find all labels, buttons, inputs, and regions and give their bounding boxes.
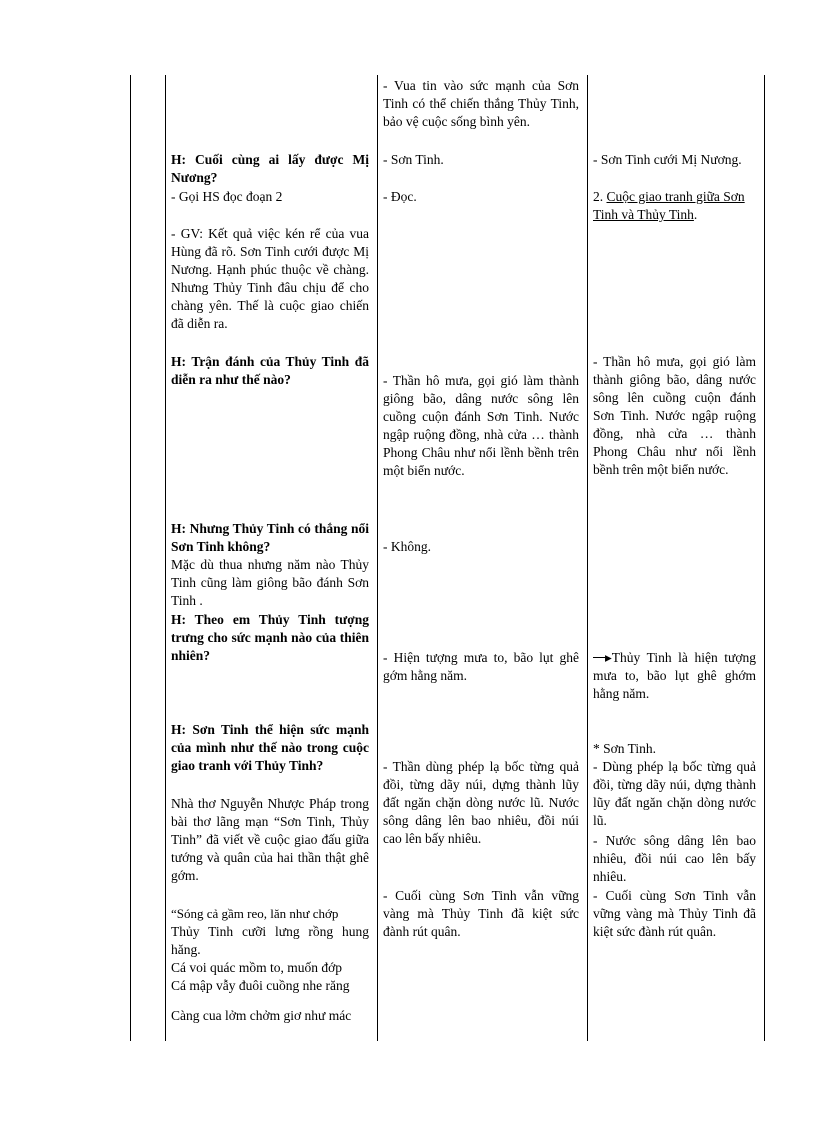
student-answer-king: - Vua tin vào sức mạnh của Sơn Tinh có thể chiến thắng Thủy Tinh, bảo vệ cuộc sống bình yên. [383, 78, 579, 129]
content-outcome: - Cuối cùng Sơn Tinh vẫn vững vàng mà Thủy Tinh đã kiệt sức đành rút quân. [593, 888, 756, 939]
content-marriage: - Sơn Tinh cưới Mị Nương. [593, 152, 742, 167]
content-symbol-text: Thủy Tinh là hiện tượng mưa to, bão lụt ghê ghớm hằng năm. [593, 650, 756, 701]
student-answer-battle: - Thần hô mưa, gọi gió làm thành giông bão, dâng nước sông lên cuồng cuộn đánh Sơn Tinh. Nước ngập ruộng đồng, nhà cửa … thành Phong Châu như nổi lềnh bềnh trên một biển nước. [383, 373, 579, 478]
table-border-col1 [377, 75, 378, 1041]
section-number: 2. [593, 189, 604, 204]
student-answer-outcome: - Cuối cùng Sơn Tinh vẫn vững vàng mà Thủy Tinh đã kiệt sức đành rút quân. [383, 888, 579, 939]
content-battle: - Thần hô mưa, gọi gió làm thành giông bão, dâng nước sông lên cuồng cuộn đánh Sơn Tinh. Nước ngập ruộng đồng, nhà cửa … thành Phong Châu như nổi lềnh bềnh trên một biển nước. [593, 354, 756, 477]
teacher-poem-intro: Nhà thơ Nguyễn Nhược Pháp trong bài thơ lãng mạn “Sơn Tinh, Thủy Tinh” đã viết về cuộc giao đấu giữa tướng và quân của hai thần thật ghê gớm. [171, 796, 369, 883]
content-son-tinh-power: - Dùng phép lạ bốc từng quả đồi, từng dãy núi, dựng thành lũy đất ngăn chặn dòng nước lũ. [593, 759, 756, 828]
student-answer-no: - Không. [383, 539, 431, 554]
student-answer-read: - Đọc. [383, 189, 417, 204]
question-who-marries: H: Cuối cùng ai lấy được Mị Nương? [171, 152, 369, 185]
question-battle: H: Trận đánh của Thủy Tinh đã diễn ra như thế nào? [171, 354, 369, 387]
question-symbol: H: Theo em Thủy Tinh tượng trưng cho sức mạnh nào của thiên nhiên? [171, 612, 369, 663]
question-son-tinh-power: H: Sơn Tinh thể hiện sức mạnh của mình như thế nào trong cuộc giao tranh với Thủy Tinh? [171, 722, 369, 773]
table-border-right [764, 75, 765, 1041]
teacher-note: Mặc dù thua nhưng năm nào Thủy Tinh cũng làm giông bão đánh Sơn Tinh . [171, 557, 369, 608]
poem-line-5: Càng cua lởm chởm giơ như mác [171, 1008, 352, 1023]
table-border-stt [165, 75, 166, 1041]
student-answer-symbol: - Hiện tượng mưa to, bão lụt ghê gớm hằng năm. [383, 650, 579, 683]
poem-line-4: Cá mập vẫy đuôi cuồng nhe răng [171, 978, 350, 993]
teacher-explanation: - GV: Kết quả việc kén rể của vua Hùng đã rõ. Sơn Tinh cưới được Mị Nương. Hạnh phúc thuộc về chàng. Nhưng Thủy Tinh đâu chịu để cho chàng yên. Thế là cuộc giao chiến đã diễn ra. [171, 226, 369, 331]
arrow-right-icon: ▸ [593, 650, 612, 665]
table-border-left [130, 75, 131, 1041]
content-son-tinh-heading: * Sơn Tinh. [593, 741, 657, 756]
section-heading-2 [593, 188, 756, 224]
question-can-win: H: Nhưng Thủy Tinh có thắng nổi Sơn Tinh không? [171, 521, 369, 554]
section-title-dot: . [693, 207, 698, 222]
content-water-rise: - Nước sông dâng lên bao nhiêu, đồi núi cao lên bấy nhiêu. [593, 833, 756, 884]
student-answer-power: - Thần dùng phép lạ bốc từng quả đồi, từng dãy núi, dựng thành lũy đất ngăn chặn dòng nước lũ. Nước sông dâng lên bao nhiêu, đồi núi cao lên bấy nhiêu. [383, 759, 579, 846]
teacher-instruction: - Gọi HS đọc đoạn 2 [171, 189, 283, 204]
poem-line-2: Thủy Tinh cưỡi lưng rồng hung hăng. [171, 924, 369, 957]
student-answer-son-tinh: - Sơn Tinh. [383, 152, 444, 167]
section-title: Cuộc giao tranh giữa Sơn Tinh và Thủy Tinh [593, 189, 745, 222]
content-symbol [593, 649, 756, 703]
poem-line-3: Cá voi quác mồm to, muốn đớp [171, 960, 342, 975]
table-border-col2 [587, 75, 588, 1041]
poem-line-1: “Sóng cả gầm reo, lăn như chớp [171, 906, 339, 921]
